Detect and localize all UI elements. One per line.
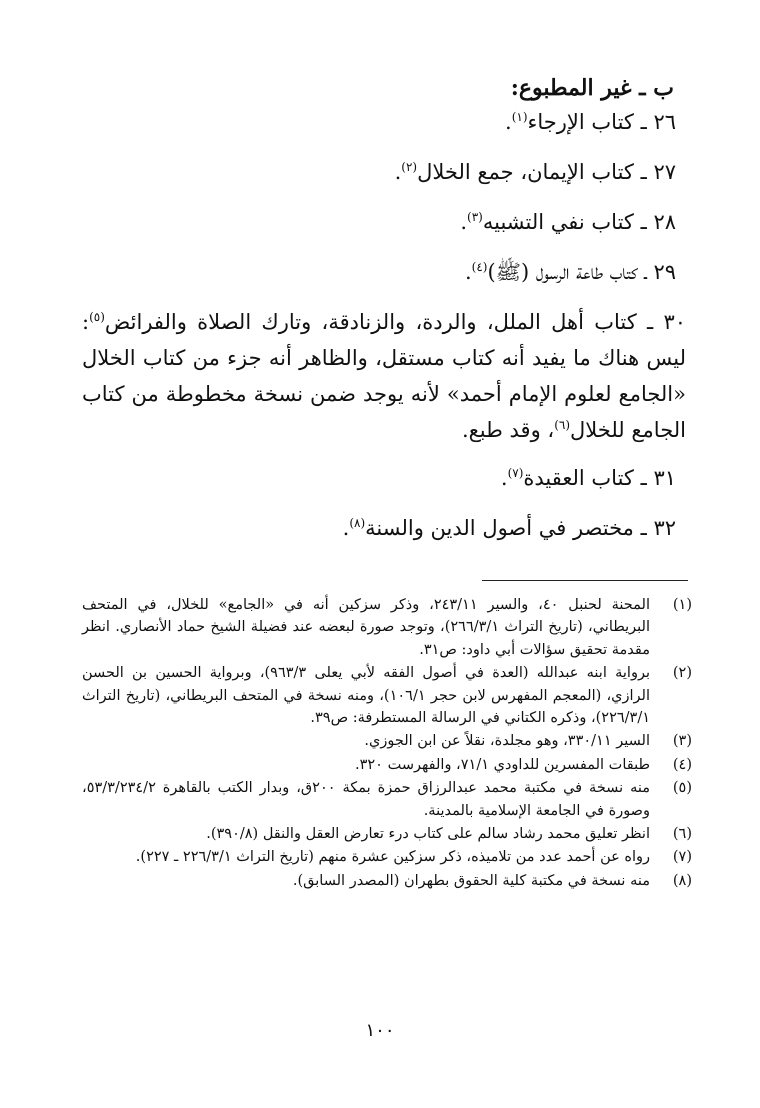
list-item-26 — [82, 104, 676, 140]
footnote-text: السير ٣٣٠/١١، وهو مجلدة، نقلاً عن ابن الجوزي. — [364, 733, 650, 750]
list-item-27 — [82, 154, 676, 190]
list-item-31 — [82, 460, 676, 496]
footnote-text: منه نسخة في مكتبة محمد عبدالرزاق حمزة بمكة ٢٠٠ق، وبدار الكتب بالقاهرة ٥٣/٣/٢٣٤/٢، وصورة في الجامعة الإسلامية بالمدينة. — [82, 780, 651, 819]
item-text: ـ كتاب طاعة الرسول (ﷺ) — [487, 260, 647, 284]
footnote-text: رواه عن أحمد عدد من تلاميذه، ذكر سزكين عشرة منهم (تاريخ التراث ٢٢٦/٣/١ ـ ٢٢٧). — [135, 849, 650, 866]
footnote-ref[interactable]: (٧) — [507, 466, 524, 480]
footnote-divider — [482, 580, 688, 581]
item-end: . — [394, 160, 402, 184]
footnote-text: برواية ابنه عبدالله (العدة في أصول الفقه لأبي يعلى ٩٦٣/٣)، وبرواية الحسين بن الحسن الرازي، (المعجم المفهرس لابن حجر ١٠٦/١)، ومنه نسخة في المتحف البريطاني، (تاريخ التراث ٢٢٦/٣/١)، وذكره الكتاني في الرسالة المستطرفة: ص٣٩. — [82, 665, 651, 727]
footnote — [82, 662, 692, 729]
footnote-number: (٧) — [672, 849, 692, 866]
item-text: ـ كتاب العقيدة — [523, 466, 647, 490]
page-number: ١٠٠ — [365, 1020, 395, 1041]
footnote-number: (١) — [672, 597, 692, 613]
main-text — [82, 72, 686, 560]
item-end: . — [464, 260, 472, 284]
footnote — [82, 870, 692, 892]
section-heading: ب ـ غير المطبوع: — [510, 75, 674, 101]
footnote-ref[interactable]: (٦) — [554, 418, 571, 432]
footnote-text: المحنة لحنبل ٤٠، والسير ٢٤٣/١١، وذكر سزكين أنه في «الجامع» للخلال، في المتحف البريطاني، (تاريخ التراث ٢٦٦/٣/١)، وتوجد صورة لبعضه عند فضيلة الشيخ حماد الأنصاري. انظر مقدمة تحقيق سؤالات أبي داود: ص٣١. — [82, 597, 651, 658]
list-item-29 — [82, 254, 676, 290]
footnotes — [82, 594, 692, 893]
item-text: ـ كتاب الإيمان، جمع الخلال — [417, 160, 647, 184]
item-end: . — [460, 210, 468, 234]
footnote-ref[interactable]: (٢) — [401, 160, 418, 174]
footnote-ref[interactable]: (١) — [511, 110, 528, 124]
item-text: ـ كتاب الإرجاء — [527, 110, 647, 134]
item-text: ـ كتاب أهل الملل، والردة، والزنادقة، وتارك الصلاة والفرائض — [104, 310, 654, 334]
footnote-ref[interactable]: (٥) — [89, 310, 105, 324]
footnote — [82, 777, 692, 822]
item-number: ٣٢ — [653, 516, 676, 540]
item-text: ـ كتاب نفي التشبيه — [482, 210, 647, 234]
footnote-text: انظر تعليق محمد رشاد سالم على كتاب درء تعارض العقل والنقل (٣٩٠/٨). — [206, 826, 650, 843]
footnote-ref[interactable]: (٨) — [349, 516, 366, 530]
item-end: . — [500, 466, 508, 490]
item-number: ٣٠ — [663, 310, 686, 334]
footnote-number: (٣) — [672, 733, 692, 750]
footnote — [82, 823, 692, 845]
footnote-number: (٥) — [672, 780, 692, 797]
footnote-text: طبقات المفسرين للداودي ٧١/١، والفهرست ٣٢٠. — [355, 756, 650, 773]
item-number: ٢٩ — [653, 260, 676, 284]
footnote — [82, 730, 692, 752]
item-number: ٢٨ — [653, 210, 676, 234]
footnote-number: (٦) — [672, 826, 692, 843]
item-end: . — [342, 516, 350, 540]
item-number: ٣١ — [653, 466, 676, 490]
footnote-ref[interactable]: (٤) — [471, 260, 488, 274]
footnote-number: (٨) — [672, 872, 692, 889]
item-end: . — [505, 110, 512, 134]
item-text: ، وقد طبع. — [461, 418, 555, 442]
item-text: : ليس هناك ما يفيد أنه كتاب مستقل، والظاهر أنه جزء من كتاب الخلال «الجامع لعلوم الإمام أحمد» لأنه يوجد ضمن نسخة مخطوطة من كتاب الجامع للخلال — [82, 310, 686, 442]
list-item-30 — [82, 304, 686, 448]
item-number: ٢٦ — [653, 110, 676, 134]
item-number: ٢٧ — [653, 160, 676, 184]
footnote — [82, 754, 692, 776]
item-text: ـ مختصر في أصول الدين والسنة — [365, 516, 647, 540]
footnote-ref[interactable]: (٣) — [467, 210, 483, 224]
footnote-number: (٤) — [672, 756, 692, 773]
footnote-number: (٢) — [672, 665, 692, 682]
footnote-text: منه نسخة في مكتبة كلية الحقوق بطهران (المصدر السابق). — [292, 872, 650, 889]
list-item-28 — [82, 204, 676, 240]
footnote — [82, 594, 692, 661]
footnote — [82, 846, 692, 868]
list-item-32 — [82, 510, 676, 546]
